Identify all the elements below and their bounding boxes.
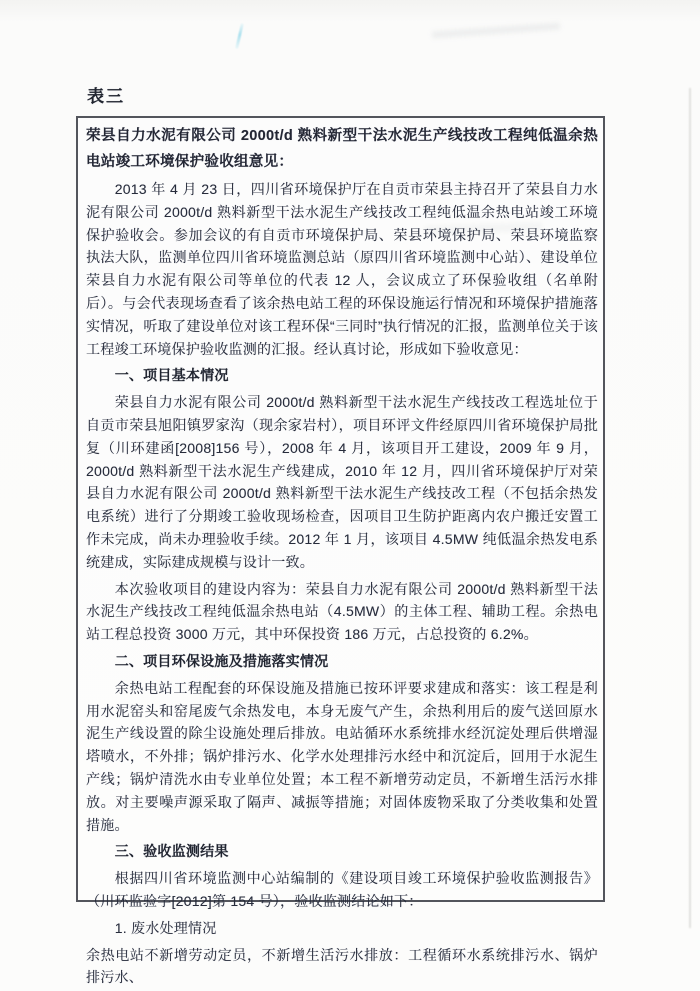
paragraph: 荣县自力水泥有限公司 2000t/d 熟料新型干法水泥生产线技改工程选址位于自贡市荣县旭阳镇罗家沟（现余家岩村），项目环评文件经原四川省环境保护局批复（川环建函[2008]156 号），2008 年 4 月，该项目开工建设，2009 年 9 月，2000t/d 熟料新型干法水泥生产线建成，2010 年 12 月，四川省环境保护厅对荣县自力水泥有限公司 2000t/d 熟料新型干法水泥生产线技改工程（不包括余热发电系统）进行了分期竣工验收现场检查，因项目卫生防护距离内农户搬迁安置工作未完成，尚未办理验收手续。2012 年 1 月，该项目 4.5MW 纯低温余热发电系统建成，实际建成规模与设计一致。 xyxy=(86,394,598,570)
paragraph: 余热电站不新增劳动定员，不新增生活污水排放：工程循环水系统排污水、锅炉排污水、 xyxy=(86,946,598,986)
paper-edge-shadow xyxy=(689,88,691,928)
paragraph: 2013 年 4 月 23 日，四川省环境保护厅在自贡市荣县主持召开了荣县自力水泥有限公司 2000t/d 熟料新型干法水泥生产线技改工程纯低温余热电站竣工环境保护验收会。参加会议的有自贡市环境保护局、荣县环境保护局、荣县环境监察执法大队，监测单位四川省环境监测总站（原四川省环境监测中心站）、建设单位荣县自力水泥有限公司等单位的代表 12 人，会议成立了环保验收组（名单附后）。与会代表现场查看了该余热电站工程的环保设施运行情况和环境保护措施落实情况，听取了建设单位对该工程环保“三同时”执行情况的汇报，监测单位关于该工程竣工环境保护验收监测的汇报。经认真讨论，形成如下验收意见： xyxy=(86,181,598,357)
paragraph: 本次验收项目的建设内容为：荣县自力水泥有限公司 2000t/d 熟料新型干法水泥生产线技改工程纯低温余热电站（4.5MW）的主体工程、辅助工程。余热电站工程总投资 3000 万元，其中环保投资 186 万元，占总投资的 6.2%。 xyxy=(86,580,598,643)
pen-mark xyxy=(235,23,244,49)
section-heading: 三、验收监测结果 xyxy=(114,843,229,860)
sheet-label: 表三 xyxy=(87,87,125,106)
section-heading: 一、项目基本情况 xyxy=(114,367,229,384)
paragraph: 根据四川省环境监测中心站编制的《建设项目竣工环境保护验收监测报告》（川环监验字[2012]第 154 号），验收监测结论如下： xyxy=(86,870,598,909)
document-title: 荣县自力水泥有限公司 2000t/d 熟料新型干法水泥生产线技改工程纯低温余热电站竣工环境保护验收组意见： xyxy=(86,128,598,170)
document-body xyxy=(86,178,598,989)
paragraph: 余热电站工程配套的环保设施及措施已按环评要求建成和落实：该工程是利用水泥窑头和窑尾废气余热发电，本身无废气产生，余热利用后的废气送回原水泥生产线设置的除尘设施处理后排放。电站循环水系统排水经沉淀处理后供增湿塔喷水，不外排；锅炉排污水、化学水处理排污水经中和沉淀后，回用于水泥生产线；锅炉清洗水由专业单位处置；本工程不新增劳动定员，不新增生活污水排放。对主要噪声源采取了隔声、减振等措施；对固体废物采取了分类收集和处置措施。 xyxy=(86,679,598,833)
scan-smudge xyxy=(432,23,560,39)
section-heading: 二、项目环保设施及措施落实情况 xyxy=(114,652,329,669)
acceptance-opinion-box xyxy=(76,116,605,986)
paragraph: 1. 废水处理情况 xyxy=(114,919,217,936)
